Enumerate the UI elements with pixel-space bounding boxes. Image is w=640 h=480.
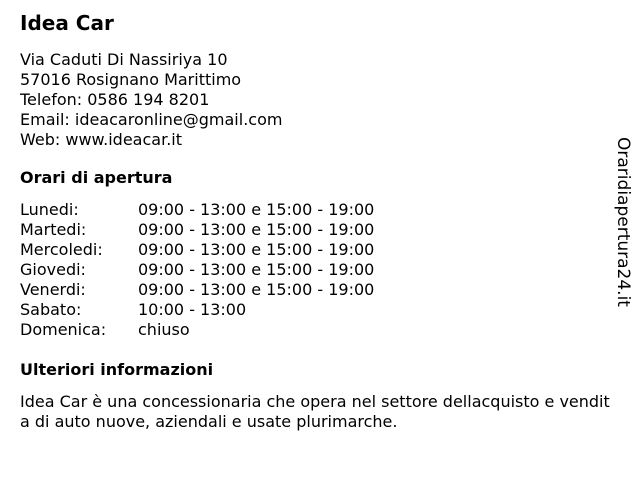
day-hours: 09:00 - 13:00 e 15:00 - 19:00 bbox=[138, 200, 375, 219]
day-hours: 09:00 - 13:00 e 15:00 - 19:00 bbox=[138, 240, 375, 259]
more-info-title: Ulteriori informazioni bbox=[20, 360, 214, 379]
opening-hours-title: Orari di apertura bbox=[20, 168, 173, 187]
hours-row-monday bbox=[20, 200, 616, 220]
hours-row-saturday bbox=[20, 300, 616, 320]
day-label: Venerdi: bbox=[20, 280, 86, 299]
hours-row-friday bbox=[20, 280, 616, 300]
hours-row-sunday bbox=[20, 320, 616, 340]
day-label: Sabato: bbox=[20, 300, 82, 319]
day-hours: chiuso bbox=[138, 320, 190, 339]
email-line: Email: ideacaronline@gmail.com bbox=[20, 110, 283, 129]
address-line-2: 57016 Rosignano Marittimo bbox=[20, 70, 242, 89]
day-label: Giovedi: bbox=[20, 260, 86, 279]
website-line: Web: www.ideacar.it bbox=[20, 130, 182, 149]
day-hours: 10:00 - 13:00 bbox=[138, 300, 247, 319]
site-brand-text: Oraridiapertura24.it bbox=[613, 137, 634, 307]
day-hours: 09:00 - 13:00 e 15:00 - 19:00 bbox=[138, 220, 375, 239]
day-label: Mercoledi: bbox=[20, 240, 103, 259]
day-label: Domenica: bbox=[20, 320, 107, 339]
day-label: Martedi: bbox=[20, 220, 87, 239]
opening-hours-list bbox=[20, 200, 616, 340]
site-brand-label bbox=[607, 134, 639, 310]
day-label: Lunedi: bbox=[20, 200, 79, 219]
day-hours: 09:00 - 13:00 e 15:00 - 19:00 bbox=[138, 280, 375, 299]
business-card bbox=[20, 10, 616, 432]
address-line-1: Via Caduti Di Nassiriya 10 bbox=[20, 50, 228, 69]
phone-line: Telefon: 0586 194 8201 bbox=[20, 90, 210, 109]
hours-row-thursday bbox=[20, 260, 616, 280]
hours-row-wednesday bbox=[20, 240, 616, 260]
business-name: Idea Car bbox=[20, 11, 114, 35]
day-hours: 09:00 - 13:00 e 15:00 - 19:00 bbox=[138, 260, 375, 279]
hours-row-tuesday bbox=[20, 220, 616, 240]
contact-block bbox=[20, 50, 616, 150]
more-info-text: Idea Car è una concessionaria che opera nel settore dellacquisto e vendita di auto nuove, aziendali e usate plurimarche. bbox=[20, 392, 610, 431]
